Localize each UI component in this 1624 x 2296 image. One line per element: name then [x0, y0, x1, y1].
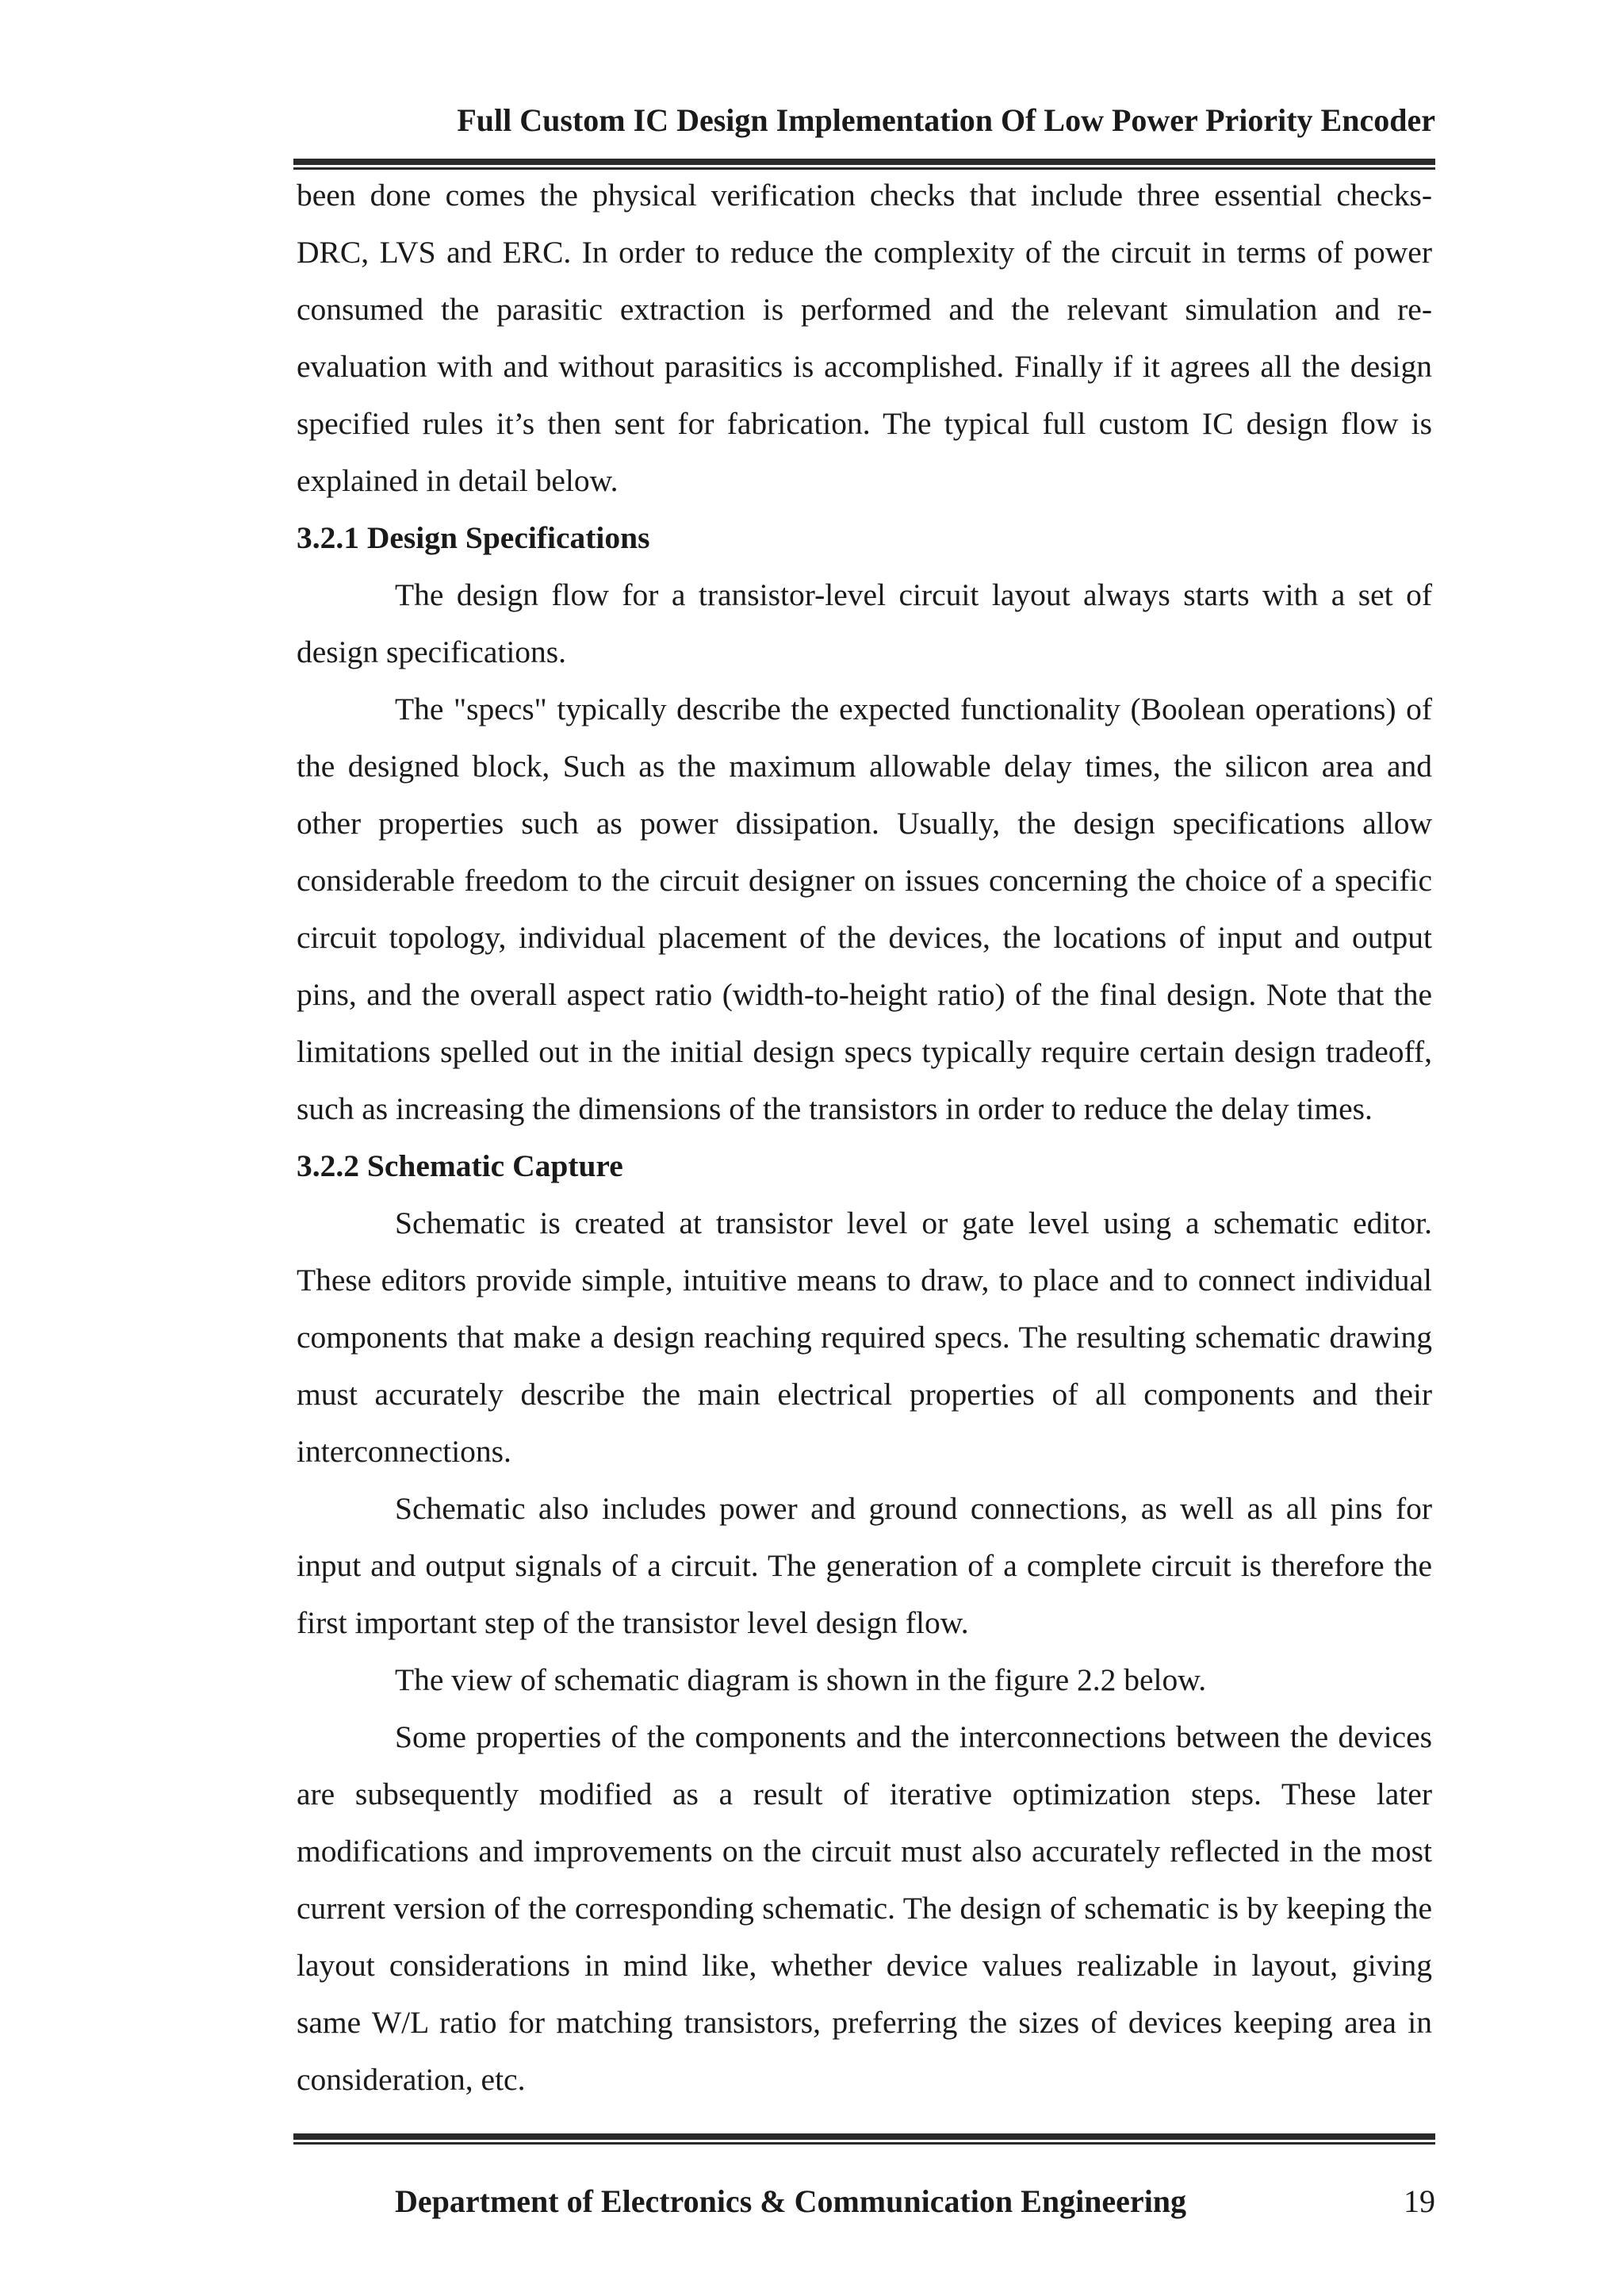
paragraph: Some properties of the components and the interconnections between the devices are subsequently modified as a result of iterative optimization steps. These later modifications and improvements on the circuit must also accurately reflected in the most current version of the corresponding schematic. The design of schematic is by keeping the layout considerations in mind like, whether device values realizable in layout, giving same W/L ratio for matching transistors, preferring the sizes of devices keeping area in consideration, etc. — [297, 1719, 1432, 2097]
paragraph: The design flow for a transistor-level circuit layout always starts with a set of design specifications. — [297, 577, 1432, 669]
paragraph: The view of schematic diagram is shown in the figure 2.2 below. — [395, 1662, 1207, 1697]
section-heading-schematic-capture: 3.2.2 Schematic Capture — [297, 1148, 623, 1183]
section-heading-design-specifications: 3.2.1 Design Specifications — [297, 520, 650, 555]
page-number: 19 — [1404, 2183, 1435, 2219]
footer-department: Department of Electronics & Communication Engineering — [395, 2183, 1187, 2219]
paragraph: The "specs" typically describe the expected functionality (Boolean operations) of the designed block, Such as the maximum allowable delay times, the silicon area and other properties such as power dissipation. Usually, the design specifications allow considerable freedom to the circuit designer on issues concerning the choice of a specific circuit topology, individual placement of the devices, the locations of input and output pins, and the overall aspect ratio (width-to-height ratio) of the final design. Note that the limitations spelled out in the initial design specs typically require certain design tradeoff, such as increasing the dimensions of the transistors in order to reduce the delay times. — [297, 692, 1432, 1126]
paragraph: Schematic is created at transistor level or gate level using a schematic editor. These editors provide simple, intuitive means to draw, to place and to connect individual components that make a design reaching required specs. The resulting schematic drawing must accurately describe the main electrical properties of all components and their interconnections. — [297, 1205, 1432, 1469]
running-header-title: Full Custom IC Design Implementation Of Low Power Priority Encoder — [457, 102, 1435, 138]
paragraph: Schematic also includes power and ground connections, as well as all pins for input and output signals of a circuit. The generation of a complete circuit is therefore the first important step of the transistor level design flow. — [297, 1491, 1432, 1640]
footer-rule — [293, 2133, 1435, 2145]
body-text — [297, 167, 1432, 2108]
intro-paragraph: been done comes the physical verification checks that include three essential checks- DRC, LVS and ERC. In order to reduce the complexity of the circuit in terms of power consumed the parasitic extraction is performed and the relevant simulation and re-evaluation with and without parasitics is accomplished. Finally if it agrees all the design specified rules it’s then sent for fabrication. The typical full custom IC design flow is explained in detail below. — [297, 178, 1432, 498]
